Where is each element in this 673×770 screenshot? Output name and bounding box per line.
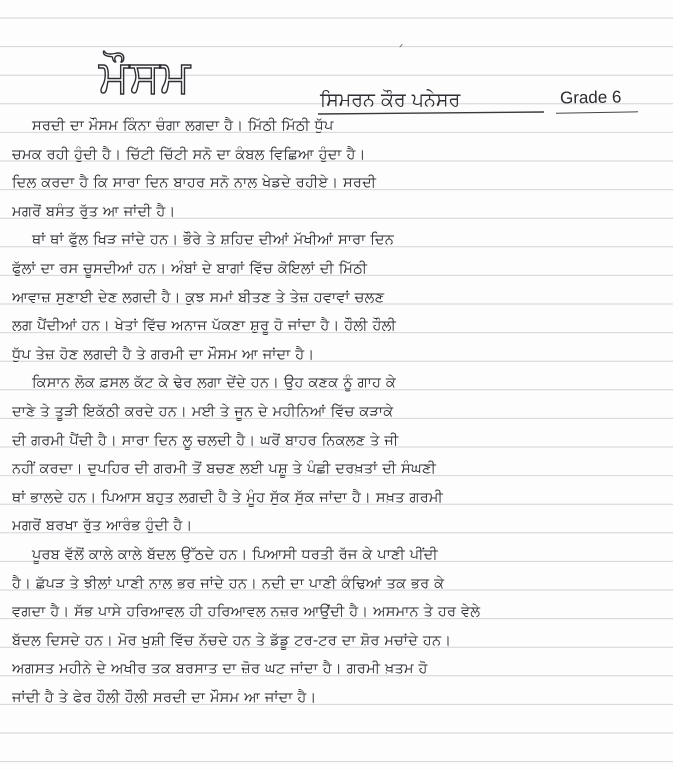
text-line: ਅਗਸਤ ਮਹੀਨੇ ਦੇ ਅਖੀਰ ਤਕ ਬਰਸਾਤ ਦਾ ਜ਼ੋਰ ਘਟ ਜਾਂਦਾ ਹੈ। ਗਰਮੀ ਖ਼ਤਮ ਹੋ xyxy=(12,661,428,678)
text-line: ਕਿਸਾਨ ਲੋਕ ਫ਼ਸਲ ਕੱਟ ਕੇ ਢੇਰ ਲਗਾ ਦੇਂਦੇ ਹਨ। ਉਹ ਕਣਕ ਨੂੰ ਗਾਹ ਕੇ xyxy=(32,375,396,392)
text-line: ਮਗਰੋਂ ਬਰਖਾ ਰੁੱਤ ਆਰੰਭ ਹੁੰਦੀ ਹੈ। xyxy=(12,518,193,535)
paragraph xyxy=(12,369,662,541)
grade-label: Grade 6 xyxy=(559,87,622,108)
text-line: ਜਾਂਦੀ ਹੈ ਤੇ ਫੇਰ ਹੌਲੀ ਹੌਲੀ ਸਰਦੀ ਦਾ ਮੌਸਮ ਆ ਜਾਂਦਾ ਹੈ। xyxy=(12,689,317,706)
paragraph xyxy=(12,541,662,713)
text-line: ਥਾਂ ਥਾਂ ਫੁੱਲ ਖਿੜ ਜਾਂਦੇ ਹਨ। ਭੌਰੇ ਤੇ ਸ਼ਹਿਦ ਦੀਆਂ ਮੱਖੀਆਂ ਸਾਰਾ ਦਿਨ xyxy=(32,232,394,249)
text-line: ਦਿਲ ਕਰਦਾ ਹੈ ਕਿ ਸਾਰਾ ਦਿਨ ਬਾਹਰ ਸਨੋ ਨਾਲ ਖੇਡਦੇ ਰਹੀਏ। ਸਰਦੀ xyxy=(12,175,377,192)
stray-mark: ᐟ xyxy=(399,43,404,54)
paragraph xyxy=(12,112,662,226)
paragraph xyxy=(12,226,662,369)
page-title xyxy=(95,30,255,110)
text-line: ਚਮਕ ਰਹੀ ਹੁੰਦੀ ਹੈ। ਚਿੱਟੀ ਚਿੱਟੀ ਸਨੋ ਦਾ ਕੰਬਲ ਵਿਛਿਆ ਹੁੰਦਾ ਹੈ। xyxy=(12,146,366,163)
text-line: ਧੁੱਪ ਤੇਜ਼ ਹੋਣ ਲਗਦੀ ਹੈ ਤੇ ਗਰਮੀ ਦਾ ਮੌਸਮ ਆ ਜਾਂਦਾ ਹੈ। xyxy=(12,346,315,363)
text-line: ਲਗ ਪੈਂਦੀਆਂ ਹਨ। ਖੇਤਾਂ ਵਿੱਚ ਅਨਾਜ ਪੱਕਣਾ ਸ਼ੁਰੂ ਹੋ ਜਾਂਦਾ ਹੈ। ਹੌਲੀ ਹੌਲੀ xyxy=(12,318,397,335)
text-line: ਨਹੀਂ ਕਰਦਾ। ਦੁਪਹਿਰ ਦੀ ਗਰਮੀ ਤੋਂ ਬਚਣ ਲਈ ਪਸ਼ੂ ਤੇ ਪੰਛੀ ਦਰਖ਼ਤਾਂ ਦੀ ਸੰਘਣੀ xyxy=(12,461,437,478)
text-line: ਸਰਦੀ ਦਾ ਮੌਸਮ ਕਿੰਨਾ ਚੰਗਾ ਲਗਦਾ ਹੈ। ਮਿੱਠੀ ਮਿੱਠੀ ਧੁੱਪ xyxy=(32,118,334,134)
text-line: ਮਗਰੋਂ ਬਸੰਤ ਰੁੱਤ ਆ ਜਾਂਦੀ ਹੈ। xyxy=(12,203,176,220)
text-line: ਦਾਣੇ ਤੇ ਤੂੜੀ ਇਕੱਠੀ ਕਰਦੇ ਹਨ। ਮਈ ਤੇ ਜੂਨ ਦੇ ਮਹੀਨਿਆਂ ਵਿੱਚ ਕੜਾਕੇ xyxy=(12,403,394,420)
text-line: ਪੂਰਬ ਵੱਲੋਂ ਕਾਲੇ ਕਾਲੇ ਬੱਦਲ ਉੱਠਦੇ ਹਨ। ਪਿਆਸੀ ਧਰਤੀ ਰੱਜ ਕੇ ਪਾਣੀ ਪੀਂਦੀ xyxy=(32,546,438,563)
text-line: ਥਾਂ ਭਾਲਦੇ ਹਨ। ਪਿਆਸ ਬਹੁਤ ਲਗਦੀ ਹੈ ਤੇ ਮੂੰਹ ਸੁੱਕ ਸੁੱਕ ਜਾਂਦਾ ਹੈ। ਸਖ਼ਤ ਗਰਮੀ xyxy=(12,489,443,506)
page-title-text: ਮੌਸਮ xyxy=(99,49,191,103)
text-line: ਹੈ। ਛੱਪੜ ਤੇ ਝੀਲਾਂ ਪਾਣੀ ਨਾਲ ਭਰ ਜਾਂਦੇ ਹਨ। ਨਦੀ ਦਾ ਪਾਣੀ ਕੰਢਿਆਂ ਤਕ ਭਰ ਕੇ xyxy=(12,575,445,592)
author-name-text: ਸਿਮਰਨ ਕੌਰ ਪਨੇਸਰ xyxy=(320,89,461,111)
text-line: ਵਗਦਾ ਹੈ। ਸੱਭ ਪਾਸੇ ਹਰਿਆਵਲ ਹੀ ਹਰਿਆਵਲ ਨਜ਼ਰ ਆਉਂਦੀ ਹੈ। ਅਸਮਾਨ ਤੇ ਹਰ ਵੇਲੇ xyxy=(12,604,481,621)
text-line: ਦੀ ਗਰਮੀ ਪੈਂਦੀ ਹੈ। ਸਾਰਾ ਦਿਨ ਲੂ ਚਲਦੀ ਹੈ। ਘਰੋਂ ਬਾਹਰ ਨਿਕਲਣ ਤੇ ਜੀ xyxy=(12,432,399,449)
text-line: ਬੱਦਲ ਦਿਸਦੇ ਹਨ। ਮੋਰ ਖੁਸ਼ੀ ਵਿੱਚ ਨੱਚਦੇ ਹਨ ਤੇ ਡੱਡੂ ਟਰ-ਟਰ ਦਾ ਸ਼ੋਰ ਮਚਾਂਦੇ ਹਨ। xyxy=(12,632,452,649)
text-line: ਫੁੱਲਾਂ ਦਾ ਰਸ ਚੂਸਦੀਆਂ ਹਨ। ਅੰਬਾਂ ਦੇ ਬਾਗਾਂ ਵਿੱਚ ਕੋਇਲਾਂ ਦੀ ਮਿੱਠੀ xyxy=(12,260,368,277)
text-line: ਆਵਾਜ਼ ਸੁਣਾਈ ਦੇਣ ਲਗਦੀ ਹੈ। ਕੁਝ ਸਮਾਂ ਬੀਤਣ ਤੇ ਤੇਜ਼ ਹਵਾਵਾਂ ਚਲਣ xyxy=(12,289,385,306)
essay-body xyxy=(12,112,662,712)
